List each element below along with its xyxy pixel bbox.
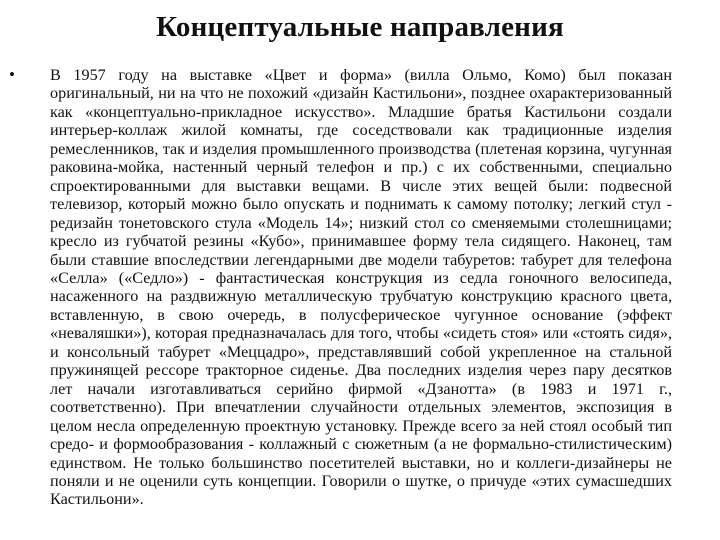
- bullet-paragraph: В 1957 году на выставке «Цвет и форма» (вилла Ольмо, Комо) был показан оригинальный, ни на что не похожий «дизайн Кастильони», позднее охарактеризованный как «концептуально-прикладное искусство». Младшие братья Кастильони создали интерьер-коллаж жилой комнаты, где соседствовали как традиционные изделия ремесленников, так и изделия промышленного производства (плетеная корзина, чугунная раковина-мойка, настенный черный телефон и пр.) с их собственными, специально спроектированными для выставки вещами. В числе этих вещей были: подвесной телевизор, который можно было опускать и поднимать к самому потолку; легкий стул - редизайн тонетовского стула «Модель 14»; низкий стол со сменяемыми столешницами; кресло из губчатой резины «Кубо», принимавшее форму тела сидящего. Наконец, там были ставшие впоследствии легендарными две модели табуретов: табурет для телефона «Селла» («Седло») - фантастическая конструкция из седла гоночного велосипеда, насаженного на раздвижную металлическую трубчатую конструкцию красного цвета, вставленную, в свою очередь, в полусферическое чугунное основание (эффект «неваляшки»), которая предназначалась для того, чтобы «сидеть стоя» или «стоять сидя», и консольный табурет «Меццадро», представлявший собой укрепленное на стальной пружинящей рессоре тракторное сиденье. Два последних изделия через пару десятков лет начали изготавливаться серийно фирмой «Дзанотта» (в 1983 и 1971 г., соответственно). При впечатлении случайности отдельных элементов, экспозиция в целом несла определенную проектную установку. Прежде всего за ней стоял особый тип средо- и формообразования - коллажный с сюжетным (а не формально-стилистическим) единством. Не только большинство посетителей выставки, но и коллеги-дизайнеры не поняли и не оценили суть концепции. Говорили о шутке, о причуде «этих сумасшедших Кастильони».: [50, 66, 672, 509]
- slide-title: Концептуальные направления: [156, 11, 564, 43]
- bullet-marker: •: [9, 65, 15, 84]
